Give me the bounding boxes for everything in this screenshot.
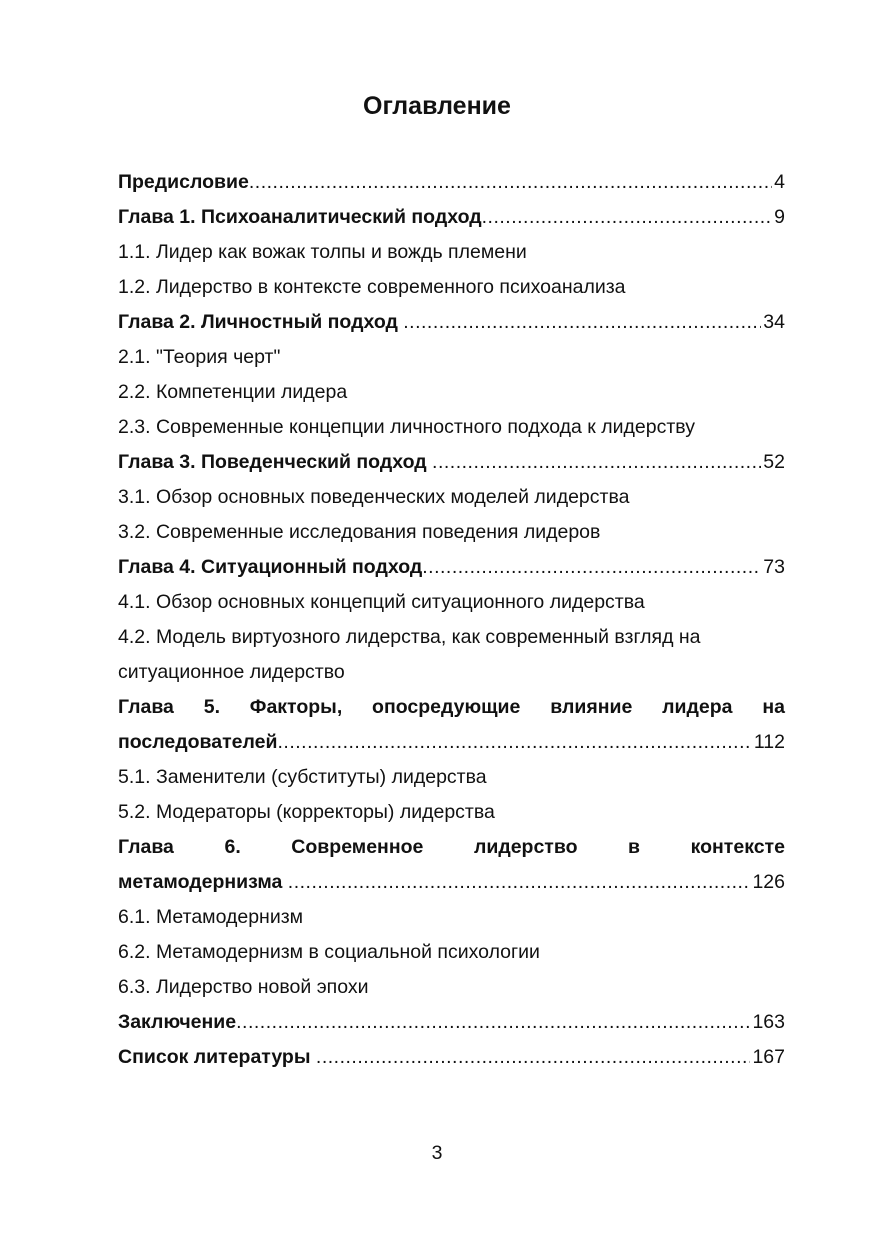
toc-entry-label: Глава 4. Ситуационный подход	[118, 556, 423, 578]
toc-entry-chapter-3[interactable]	[118, 445, 785, 480]
heading-word: на	[762, 696, 785, 718]
toc-chapter-6-heading-line[interactable]	[118, 830, 785, 865]
toc-entry-page: 9	[774, 206, 785, 228]
toc-entry-page: 112	[753, 731, 785, 753]
toc-section-4-2-line-1[interactable]: 4.2. Модель виртуозного лидерства, как современный взгляд на	[118, 626, 701, 648]
dot-leader	[403, 305, 761, 340]
heading-word: лидерство	[473, 836, 578, 858]
dot-leader	[482, 200, 773, 235]
dot-leader	[422, 550, 761, 585]
toc-entry-conclusion[interactable]	[118, 1005, 785, 1040]
dot-leader	[249, 165, 772, 200]
toc-entry-chapter-5[interactable]	[118, 725, 785, 760]
toc-entry-page: 163	[752, 1011, 785, 1033]
toc-section-6-2[interactable]: 6.2. Метамодернизм в социальной психологии	[118, 941, 540, 963]
heading-word: 6.	[224, 836, 241, 858]
toc-entry-preface[interactable]	[118, 165, 785, 200]
toc-chapter-5-heading-line[interactable]	[118, 690, 785, 725]
toc-entry-page: 34	[763, 311, 785, 333]
toc-section-5-1[interactable]: 5.1. Заменители (субституты) лидерства	[118, 766, 487, 788]
toc-section-3-1[interactable]: 3.1. Обзор основных поведенческих моделей лидерства	[118, 486, 630, 508]
toc-section-5-2[interactable]: 5.2. Модераторы (корректоры) лидерства	[118, 801, 495, 823]
toc-entry-label: Список литературы	[118, 1046, 316, 1068]
toc-entry-page: 126	[752, 871, 785, 893]
heading-word: в	[628, 836, 641, 858]
heading-word: Современное	[291, 836, 424, 858]
toc-section-6-1[interactable]: 6.1. Метамодернизм	[118, 906, 304, 928]
toc-entry-page: 73	[763, 556, 785, 578]
dot-leader	[277, 725, 751, 760]
toc-entry-references[interactable]	[118, 1040, 785, 1075]
toc-entry-label: Заключение	[118, 1011, 237, 1033]
toc-entry-chapter-4[interactable]	[118, 550, 785, 585]
toc-entry-label: Глава 1. Психоаналитический подход	[118, 206, 482, 228]
heading-word: Факторы,	[249, 696, 343, 718]
dot-leader	[288, 865, 751, 900]
toc-entry-label: последователей	[118, 731, 278, 753]
toc-entry-chapter-1[interactable]	[118, 200, 785, 235]
heading-word: контексте	[690, 836, 785, 858]
heading-word: Глава	[118, 696, 174, 718]
toc-entry-chapter-6[interactable]	[118, 865, 785, 900]
heading-word: 5.	[203, 696, 220, 718]
toc-section-2-3[interactable]: 2.3. Современные концепции личностного подхода к лидерству	[118, 416, 695, 438]
heading-word: влияние	[550, 696, 633, 718]
toc-section-4-2-line-2[interactable]: ситуационное лидерство	[118, 661, 345, 683]
dot-leader	[236, 1005, 750, 1040]
toc-entry-label: Глава 2. Личностный подход	[118, 311, 404, 333]
toc-entry-page: 52	[763, 451, 785, 473]
heading-word: опосредующие	[372, 696, 521, 718]
table-of-contents	[118, 165, 785, 1075]
toc-section-1-1[interactable]: 1.1. Лидер как вожак толпы и вождь племени	[118, 241, 527, 263]
dot-leader	[316, 1040, 751, 1075]
page-title: Оглавление	[363, 92, 511, 120]
toc-entry-label: метамодернизма	[118, 871, 288, 893]
toc-section-4-1[interactable]: 4.1. Обзор основных концепций ситуационного лидерства	[118, 591, 645, 613]
toc-entry-label: Предисловие	[118, 171, 249, 193]
toc-entry-label: Глава 3. Поведенческий подход	[118, 451, 433, 473]
page-number: 3	[431, 1142, 443, 1164]
toc-section-3-2[interactable]: 3.2. Современные исследования поведения лидеров	[118, 521, 601, 543]
heading-word: лидера	[662, 696, 733, 718]
heading-word: Глава	[118, 836, 174, 858]
toc-entry-page: 4	[774, 171, 785, 193]
toc-entry-page: 167	[752, 1046, 785, 1068]
dot-leader	[432, 445, 761, 480]
toc-section-1-2[interactable]: 1.2. Лидерство в контексте современного психоанализа	[118, 276, 626, 298]
toc-section-6-3[interactable]: 6.3. Лидерство новой эпохи	[118, 976, 369, 998]
toc-entry-chapter-2[interactable]	[118, 305, 785, 340]
toc-section-2-1[interactable]: 2.1. "Теория черт"	[118, 346, 281, 368]
toc-section-2-2[interactable]: 2.2. Компетенции лидера	[118, 381, 348, 403]
